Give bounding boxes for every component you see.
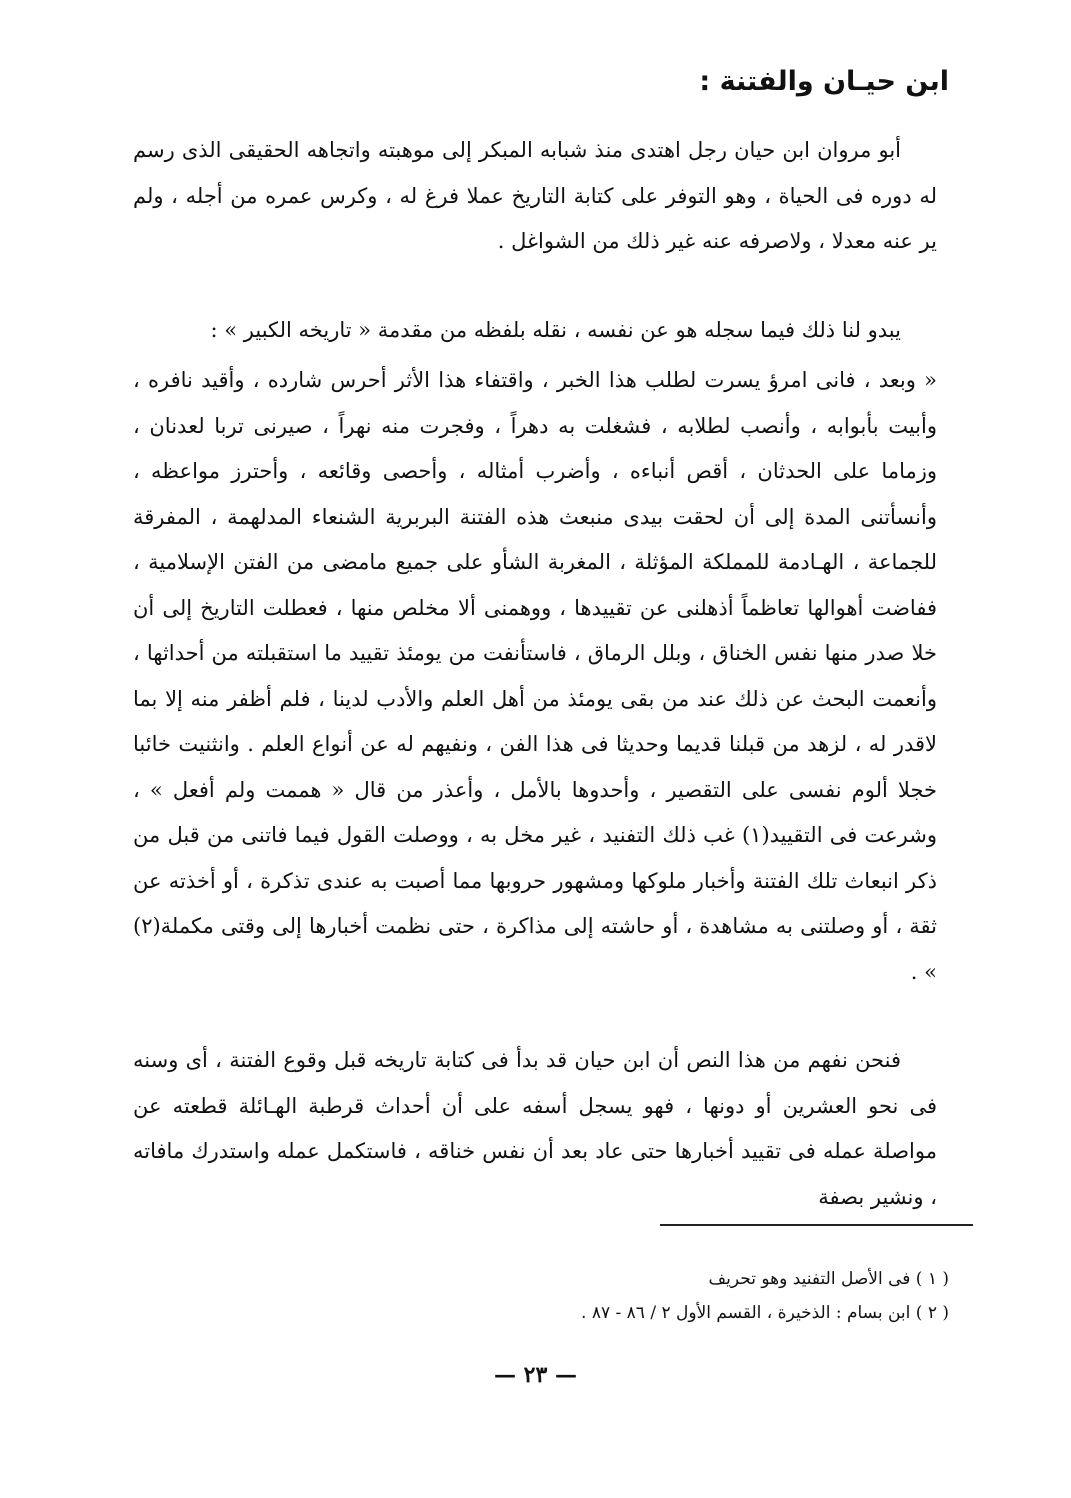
paragraph-quote-lead: يبدو لنا ذلك فيما سجله هو عن نفسه ، نقله بلفظه من مقدمة « تاريخه الكبير » : xyxy=(210,318,901,342)
footnote-2: ( ٢ ) ابن بسام : الذخيرة ، القسم الأول ٢ / ٨٦ - ٨٧ . xyxy=(581,1303,949,1323)
paragraph-intro: أبو مروان ابن حيان رجل اهتدى منذ شبابه المبكر إلى موهبته واتجاهه الحقيقى الذى رسم له دوره فى الحياة ، وهو التوفر على كتابة التاريخ عملا فرغ له ، وكرس عمره من أجله ، ولم ير عنه معدلا ، ولاصرفه عنه غير ذلك من الشواغل . xyxy=(133,138,937,253)
paragraph-quotation: « وبعد ، فانى امرؤ يسرت لطلب هذا الخبر ، واقتفاء هذا الأثر أحرس شارده ، وأقيد نافره ، وأبيت بأبوابه ، وأنصب لطلابه ، فشغلت به دهراً ، وفجرت منه نهراً ، صيرنى تربا لعدنان ، وزماما على الحدثان ، أقص أنباءه ، وأضرب أمثاله ، وأحصى وقائعه ، وأحترز مواعظه ، وأنسأتنى المدة إلى أن لحقت بيدى منبعث هذه الفتنة البربرية الشنعاء المدلهمة ، المفرقة للجماعة ، الهـادمة للمملكة المؤثلة ، المغربة الشأو على جميع مامضى من الفتن الإسلامية ، ففاضت أهوالها تعاظماً أذهلنى عن تقييدها ، ووهمنى ألا مخلص منها ، فعطلت التاريخ إلى أن خلا صدر منها نفس الخناق ، وبلل الرماق ، فاستأنفت من يومئذ تقييد ما استقبلته من أحداثها ، وأنعمت البحث عن ذلك عند من بقى يومئذ من أهل العلم والأدب لدينا ، فلم أظفر منه إلا بما لاقدر له ، لزهد من قبلنا قديما وحديثا فى هذا الفن ، ونفيهم له عن أنواع العلم . وانثنيت خائبا خجلا ألوم نفسى على التقصير ، وأحدوها بالأمل ، وأعذر من قال « هممت ولم أفعل » ، وشرعت فى التقييد(١) غب ذلك التفنيد ، غير مخل به ، ووصلت القول فيما فاتنى من قبل من ذكر انبعاث تلك الفتنة وأخبار ملوكها ومشهور حروبها مما أصبت به عندى تذكرة ، أو أخذته عن ثقة ، أو وصلتنى به مشاهدة ، أو حاشته إلى مذاكرة ، حتى نظمت أخبارها إلى وقتى مكملة(٢) » . xyxy=(133,368,937,984)
paragraph-analysis: فنحن نفهم من هذا النص أن ابن حيان قد بدأ فى كتابة تاريخه قبل وقوع الفتنة ، أى وسنه فى نحو العشرين أو دونها ، فهو يسجل أسفه على أن أحداث قرطبة الهـائلة قطعته عن مواصلة عمله فى تقييد أخبارها حتى عاد بعد أن نفس خناقه ، فاستكمل عمله واستدرك مافاته ، ونشير بصفة xyxy=(133,1048,937,1209)
section-heading: ابن حيـان والفتنة : xyxy=(699,66,949,97)
page-number: — ٢٣ — xyxy=(494,1362,577,1388)
footnote-divider xyxy=(660,1224,973,1226)
footnotes xyxy=(129,1262,949,1330)
footnote-1: ( ١ ) فى الأصل التفنيد وهو تحريف xyxy=(708,1269,949,1289)
